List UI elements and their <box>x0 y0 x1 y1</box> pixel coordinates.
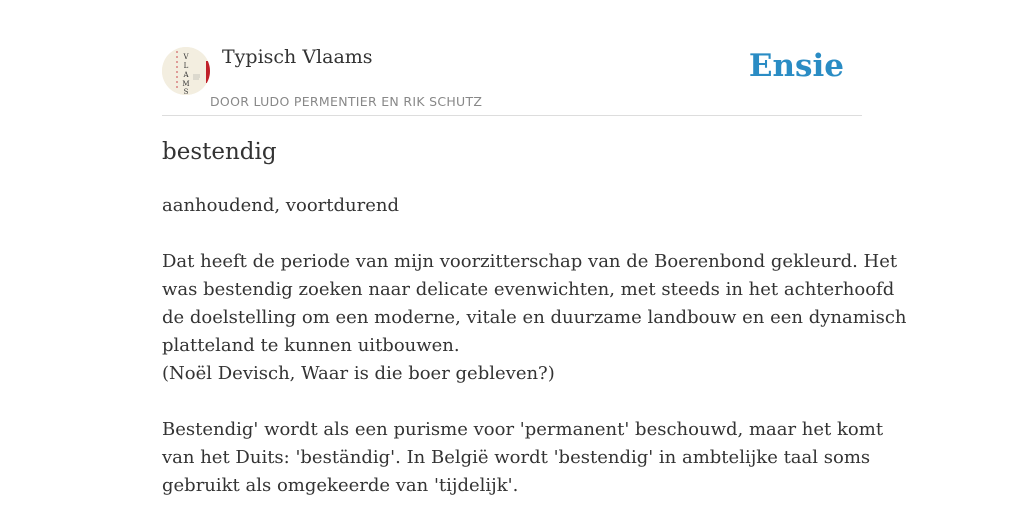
entry-definition: aanhoudend, voortdurend <box>162 195 399 216</box>
ensie-logo[interactable]: Ensie <box>748 48 844 84</box>
header <box>162 0 862 116</box>
entry-content <box>162 192 907 528</box>
book-cover-icon[interactable] <box>162 47 210 95</box>
note-line: Bestendig' wordt als een purisme voor 'permanent' beschouwd, maar het komt <box>162 419 884 440</box>
svg-text:M: M <box>182 80 190 88</box>
quote-line: was bestendig zoeken naar delicate evenwichten, met steeds in het achterhoofd <box>162 279 895 300</box>
entry-term: bestendig <box>162 139 277 165</box>
note-line: gebruikt als omgekeerde van 'tijdelijk'. <box>162 475 519 496</box>
entry-quote <box>162 248 907 388</box>
book-authors: DOOR LUDO PERMENTIER EN RIK SCHUTZ <box>210 94 483 109</box>
svg-text:L: L <box>183 62 189 70</box>
svg-text:S: S <box>183 88 189 95</box>
quote-line: Dat heeft de periode van mijn voorzitterschap van de Boerenbond gekleurd. Het <box>162 251 898 272</box>
svg-text:A: A <box>183 71 189 79</box>
quote-line: platteland te kunnen uitbouwen. <box>162 335 460 356</box>
entry-note <box>162 416 884 500</box>
book-title[interactable]: Typisch Vlaams <box>222 46 373 68</box>
note-line: van het Duits: 'beständig'. In België wordt 'bestendig' in ambtelijke taal soms <box>162 447 871 468</box>
quote-line: de doelstelling om een moderne, vitale en duurzame landbouw en een dynamisch <box>162 307 907 328</box>
page <box>162 0 907 512</box>
quote-citation: (Noël Devisch, Waar is die boer gebleven?) <box>162 363 555 384</box>
svg-text:V: V <box>183 53 189 61</box>
